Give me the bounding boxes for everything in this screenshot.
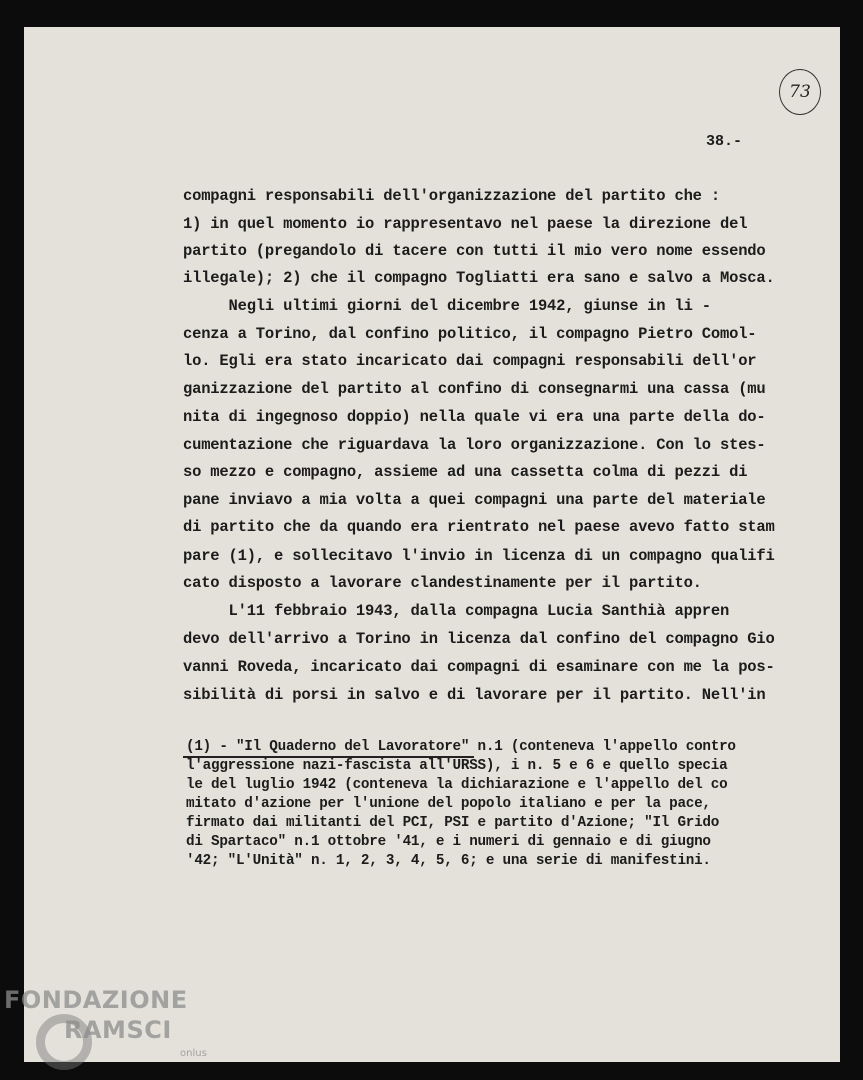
body-line: cenza a Torino, dal confino politico, il compagno Pietro Comol- [183, 325, 757, 343]
body-line: ganizzazione del partito al confino di consegnarmi una cassa (mu [183, 380, 766, 398]
body-line: di partito che da quando era rientrato nel paese avevo fatto stam [183, 518, 775, 536]
watermark-line-1: FONDAZIONE [4, 986, 188, 1014]
body-line: L'11 febbraio 1943, dalla compagna Lucia Santhià appren [183, 602, 730, 620]
page-number: 38.- [706, 133, 743, 150]
fondazione-gramsci-watermark [4, 986, 214, 1080]
body-line: vanni Roveda, incaricato dai compagni di esaminare con me la pos- [183, 658, 775, 676]
body-line: compagni responsabili dell'organizzazione del partito che : [183, 187, 720, 205]
footnote-line: '42; "L'Unità" n. 1, 2, 3, 4, 5, 6; e una serie di manifestini. [186, 853, 711, 869]
body-line: pane inviavo a mia volta a quei compagni una parte del materiale [183, 491, 766, 509]
footnote-line: le del luglio 1942 (conteneva la dichiarazione e l'appello del co [186, 777, 728, 793]
body-line: pare (1), e sollecitavo l'invio in licenza di un compagno qualifi [183, 547, 775, 565]
body-line: 1) in quel momento io rappresentavo nel paese la direzione del [183, 215, 748, 233]
body-line: sibilità di porsi in salvo e di lavorare per il partito. Nell'in [183, 686, 766, 704]
body-line: cato disposto a lavorare clandestinamente per il partito. [183, 574, 702, 592]
document-page [24, 27, 840, 1062]
footnote-line: mitato d'azione per l'unione del popolo italiano e per la pace, [186, 796, 711, 812]
watermark-line-3: onlus [180, 1048, 207, 1059]
body-line: so mezzo e compagno, assieme ad una cassetta colma di pezzi di [183, 463, 748, 481]
body-line: lo. Egli era stato incaricato dai compagni responsabili dell'or [183, 352, 757, 370]
footnote-line: firmato dai militanti del PCI, PSI e partito d'Azione; "Il Grido [186, 815, 720, 831]
body-line: nita di ingegnoso doppio) nella quale vi era una parte della do- [183, 408, 766, 426]
body-line: cumentazione che riguardava la loro organizzazione. Con lo stes- [183, 436, 766, 454]
watermark-line-2: RAMSCI [64, 1016, 172, 1044]
body-line: illegale); 2) che il compagno Togliatti era sano e salvo a Mosca. [183, 269, 775, 287]
archive-number-stamp: 73 [779, 69, 821, 115]
body-line: Negli ultimi giorni del dicembre 1942, giunse in li - [183, 297, 711, 315]
footnote-line: (1) - "Il Quaderno del Lavoratore" n.1 (conteneva l'appello contro [186, 739, 736, 755]
footnote-line: di Spartaco" n.1 ottobre '41, e i numeri di gennaio e di giugno [186, 834, 711, 850]
body-line: devo dell'arrivo a Torino in licenza dal confino del compagno Gio [183, 630, 775, 648]
body-line: partito (pregandolo di tacere con tutti il mio vero nome essendo [183, 242, 766, 260]
footnote-line: l'aggressione nazi-fascista all'URSS), i n. 5 e 6 e quello specia [186, 758, 728, 774]
